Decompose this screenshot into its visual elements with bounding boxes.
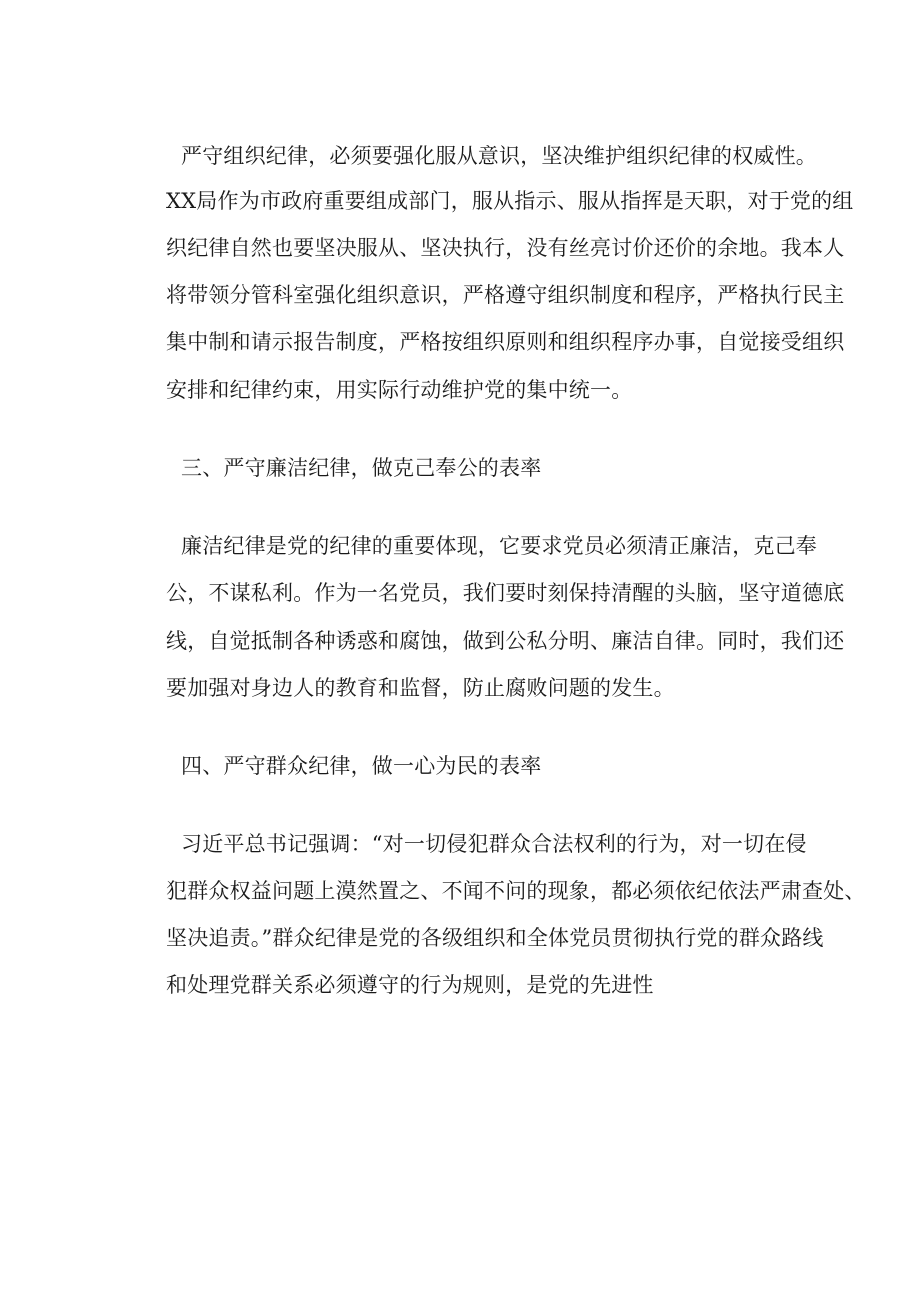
- paragraph-2-line-2: 公，不谋私利。作为一名党员，我们要时刻保持清醒的头脑，坚守道德底: [166, 581, 845, 605]
- paragraph-3-line-4: 和处理党群关系必须遵守的行为规则，是党的先进性: [166, 973, 654, 997]
- section-heading-4: 四、严守群众纪律，做一心为民的表率: [181, 754, 542, 778]
- paragraph-1-line-1: 严守组织纪律，必须要强化服从意识，坚决维护组织纪律的权威性。: [181, 144, 817, 168]
- paragraph-1-line-5: 集中制和请示报告制度，严格按组织原则和组织程序办事，自觉接受组织: [166, 330, 845, 354]
- paragraph-2-line-1: 廉洁纪律是党的纪律的重要体现，它要求党员必须清正廉洁，克己奉: [181, 534, 817, 558]
- paragraph-2-line-3: 线，自觉抵制各种诱惑和腐蚀，做到公私分明、廉洁自律。同时，我们还: [166, 629, 845, 653]
- paragraph-1-line-3: 织纪律自然也要坚决服从、坚决执行，没有丝亮讨价还价的余地。我本人: [166, 236, 845, 260]
- paragraph-1-line-6: 安排和纪律约束，用实际行动维护党的集中统一。: [166, 378, 633, 402]
- section-heading-3: 三、严守廉洁纪律，做克己奉公的表率: [181, 456, 542, 480]
- paragraph-3-line-3: 坚决追责。”群众纪律是党的各级组织和全体党员贯彻执行党的群众路线: [166, 926, 824, 950]
- paragraph-1-line-2: XX局作为市政府重要组成部门，服从指示、服从指挥是天职，对于党的组: [166, 189, 854, 213]
- paragraph-3-line-2: 犯群众权益问题上漠然置之、不闻不问的现象，都必须依纪依法严肃查处、: [166, 879, 866, 903]
- paragraph-1-line-4: 将带领分管科室强化组织意识，严格遵守组织制度和程序，严格执行民主: [166, 283, 845, 307]
- paragraph-2-line-4: 要加强对身边人的教育和监督，防止腐败问题的发生。: [166, 676, 675, 700]
- paragraph-3-line-1: 习近平总书记强调：“对一切侵犯群众合法权利的行为，对一切在侵: [181, 832, 807, 856]
